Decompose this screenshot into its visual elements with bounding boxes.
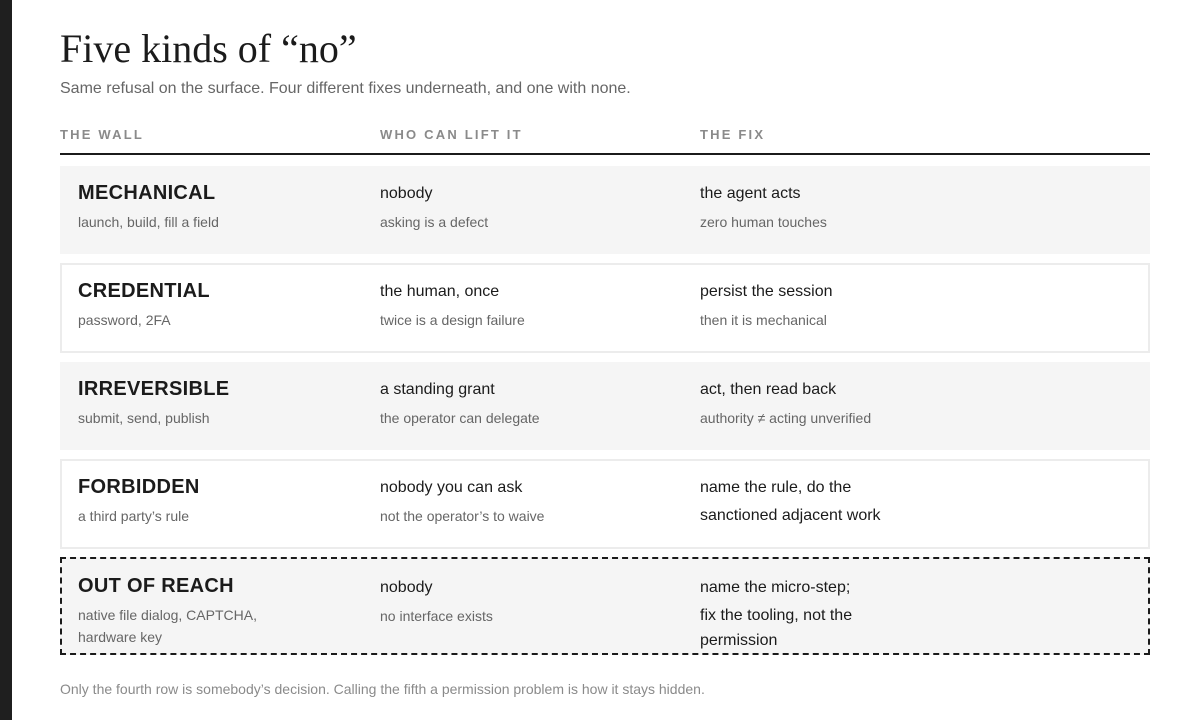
column-header-who: WHO CAN LIFT IT xyxy=(380,127,523,142)
fix-value: act, then read back xyxy=(700,381,837,398)
who-cell xyxy=(380,574,493,627)
wall-note: submit, send, publish xyxy=(78,410,210,426)
wall-cell xyxy=(78,574,257,648)
fix-cell xyxy=(700,376,871,429)
fix-value-line: permission xyxy=(700,632,778,649)
left-edge-bar xyxy=(0,0,12,720)
wall-name: MECHANICAL xyxy=(78,182,216,204)
page-subtitle: Same refusal on the surface. Four different fixes underneath, and one with none. xyxy=(60,80,631,97)
table-header xyxy=(60,127,1150,155)
wall-name: IRREVERSIBLE xyxy=(78,378,230,400)
wall-name: FORBIDDEN xyxy=(78,476,200,498)
wall-cell xyxy=(78,279,210,331)
who-cell xyxy=(380,278,525,331)
fix-value-line: name the micro-step; xyxy=(700,579,851,596)
fix-note: zero human touches xyxy=(700,214,827,230)
wall-note: launch, build, fill a field xyxy=(78,214,219,230)
wall-note: a third party’s rule xyxy=(78,508,190,524)
fix-value-line: name the rule, do the xyxy=(700,479,852,496)
who-value: nobody xyxy=(380,579,433,596)
fix-cell xyxy=(700,278,833,331)
fix-cell xyxy=(700,474,881,530)
who-value: nobody you can ask xyxy=(380,479,523,496)
column-header-fix: THE FIX xyxy=(700,127,766,142)
fix-value-line: fix the tooling, not the xyxy=(700,607,853,624)
table-row-credential xyxy=(60,263,1150,353)
who-note: asking is a defect xyxy=(380,214,489,230)
wall-cell xyxy=(78,475,200,527)
fix-cell xyxy=(700,574,852,652)
fix-note: authority ≠ acting unverified xyxy=(700,410,872,426)
page-title: Five kinds of “no” xyxy=(60,26,357,71)
who-cell xyxy=(380,474,544,527)
wall-note: password, 2FA xyxy=(78,312,171,328)
fix-value-line: sanctioned adjacent work xyxy=(700,507,881,524)
who-value: nobody xyxy=(380,185,433,202)
table-row-mechanical xyxy=(60,166,1150,254)
who-note: twice is a design failure xyxy=(380,312,525,328)
fix-value: the agent acts xyxy=(700,185,801,202)
table-row-forbidden xyxy=(60,459,1150,549)
table-row-out-of-reach xyxy=(60,557,1150,655)
column-header-wall: THE WALL xyxy=(60,127,145,142)
who-note: not the operator’s to waive xyxy=(380,508,545,524)
who-cell xyxy=(380,180,488,233)
wall-note-line: native file dialog, CAPTCHA, xyxy=(78,607,257,623)
fix-cell xyxy=(700,180,827,233)
fix-note: then it is mechanical xyxy=(700,312,827,328)
who-note: the operator can delegate xyxy=(380,410,540,426)
table-row-irreversible xyxy=(60,362,1150,450)
who-value: a standing grant xyxy=(380,381,495,398)
fix-value: persist the session xyxy=(700,283,833,300)
wall-name: OUT OF REACH xyxy=(78,575,234,597)
wall-cell xyxy=(78,377,229,429)
footnote: Only the fourth row is somebody’s decision. Calling the fifth a permission problem is how it stays hidden. xyxy=(60,681,705,697)
who-note: no interface exists xyxy=(380,608,493,624)
who-value: the human, once xyxy=(380,283,500,300)
who-cell xyxy=(380,376,540,429)
wall-note-line: hardware key xyxy=(78,629,163,645)
wall-name: CREDENTIAL xyxy=(78,280,210,302)
wall-cell xyxy=(78,181,219,233)
